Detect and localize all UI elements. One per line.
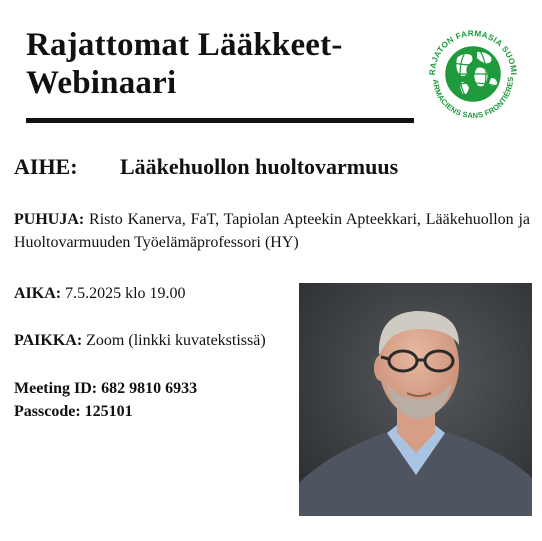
rajaton-farmasia-logo [421,22,525,126]
meeting-id: Meeting ID: 682 9810 6933 [14,380,198,397]
time-label: AIKA: [14,285,62,302]
title-divider [26,118,414,123]
place-label: PAIKKA: [14,332,83,349]
title-line-1: Rajattomat Lääkkeet- [26,27,343,63]
meeting-details [14,377,197,423]
topic-label: AIHE: [14,154,78,179]
place-value: Zoom (linkki kuvatekstissä) [86,332,266,349]
globe-icon [421,22,525,126]
time-info [14,282,186,305]
svg-text:RAJATON FARMASIA SUOMI: RAJATON FARMASIA SUOMI [427,28,519,76]
topic-value: Lääkehuollon huoltovarmuus [120,154,399,179]
title-line-2: Webinaari [26,65,177,101]
svg-text:PHARMACIENS SANS FRONTIÈRES ®: ARMACIENS SANS FRONTIÈRES [430,76,516,121]
place-info [14,329,266,352]
speaker-portrait-image [299,283,532,516]
poster-title [26,26,343,102]
speaker-info [14,208,530,254]
topic-line [14,154,398,180]
speaker-value: Risto Kanerva, FaT, Tapiolan Apteekin Apteekkari, Lääkehuollon ja Huoltovarmuuden Työelämäprofessori (HY) [14,211,531,251]
speaker-label: PUHUJA: [14,211,85,228]
meeting-passcode: Passcode: 125101 [14,403,133,420]
time-value: 7.5.2025 klo 19.00 [65,285,186,302]
speaker-photo [299,283,532,516]
